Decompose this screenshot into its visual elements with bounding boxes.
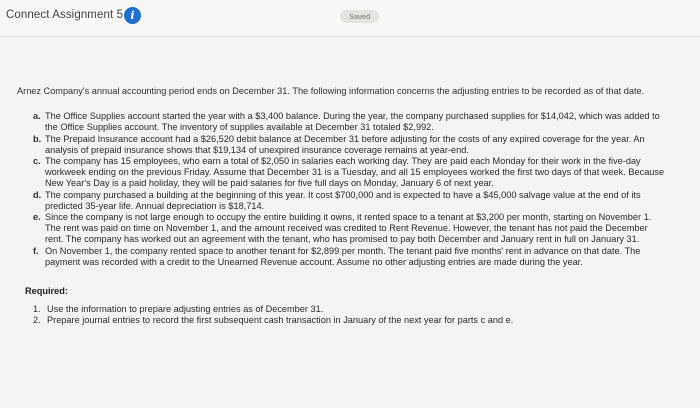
adjustment-list	[17, 111, 667, 268]
item-text: The company purchased a building at the beginning of this year. It cost $700,000 and is expected to have a $45,000 salvage value at the end of its predicted 35-year life. Annual depreciation is $18,714.	[45, 189, 641, 211]
item-text: Since the company is not large enough to occupy the entire building it owns, it rented space to a tenant at $3,200 per month, starting on November 1. The rent was paid on time on November 1, and the amount received was credited to Rent Revenue. However, the tenant has not paid the December rent. The company has worked out an agreement with the tenant, who has promised to pay both December and January rent in full on January 31.	[45, 212, 652, 245]
requirement-number: 2.	[33, 315, 41, 326]
required-heading: Required:	[25, 286, 68, 297]
item-letter: b.	[33, 133, 42, 144]
assignment-title: Connect Assignment 5	[6, 9, 124, 21]
saved-status-badge: Saved	[340, 10, 379, 23]
item-letter: f.	[33, 245, 39, 256]
adjustment-item-e	[33, 212, 667, 246]
question-content	[17, 86, 667, 327]
adjustment-item-c	[33, 156, 667, 190]
adjustment-item-d	[33, 189, 667, 212]
item-letter: c.	[33, 156, 41, 167]
info-icon[interactable]: i	[124, 7, 141, 24]
item-text: On November 1, the company rented space to another tenant for $2,899 per month. The tenant paid five months' rent in advance on that date. The payment was recorded with a credit to the Unearned Revenue account. Assume no other adjusting entries are made during the year.	[45, 245, 641, 267]
top-bar	[0, 0, 700, 37]
requirement-text: Prepare journal entries to record the first subsequent cash transaction in January of the next year for parts c and e.	[47, 315, 514, 326]
adjustment-item-a	[33, 111, 667, 133]
requirement-number: 1.	[33, 304, 41, 315]
item-text: The company has 15 employees, who earn a total of $2,050 in salaries each working day. They are paid each Monday for their work in the five-day workweek ending on the previous Friday. Assume that December 31 is a Tuesday, and all 15 employees worked the first two days of that week. Because New Year's Day is a paid holiday, they will be paid salaries for five full days on Monday, January 6 of next year.	[45, 156, 665, 189]
adjustment-item-b	[33, 133, 667, 156]
requirement-item-1	[33, 304, 667, 315]
adjustment-item-f	[33, 245, 667, 268]
item-letter: d.	[33, 189, 42, 200]
requirement-item-2	[33, 315, 667, 326]
item-text: The Office Supplies account started the year with a $3,400 balance. During the year, the company purchased supplies for $14,042, which was added to the Office Supplies account. The inventory of supplies available at December 31 totaled $2,992.	[45, 111, 660, 133]
item-letter: a.	[33, 111, 41, 122]
item-text: The Prepaid Insurance account had a $26,520 debit balance at December 31 before adjusting for the costs of any expired coverage for the year. An analysis of prepaid insurance shows that $19,134 of unexpired insurance coverage remains at year-end.	[45, 133, 645, 155]
question-intro: Arnez Company's annual accounting period ends on December 31. The following information concerns the adjusting entries to be recorded as of that date.	[17, 86, 645, 96]
requirements-list	[17, 304, 667, 326]
requirement-text: Use the information to prepare adjusting entries as of December 31.	[47, 304, 324, 315]
item-letter: e.	[33, 212, 41, 223]
